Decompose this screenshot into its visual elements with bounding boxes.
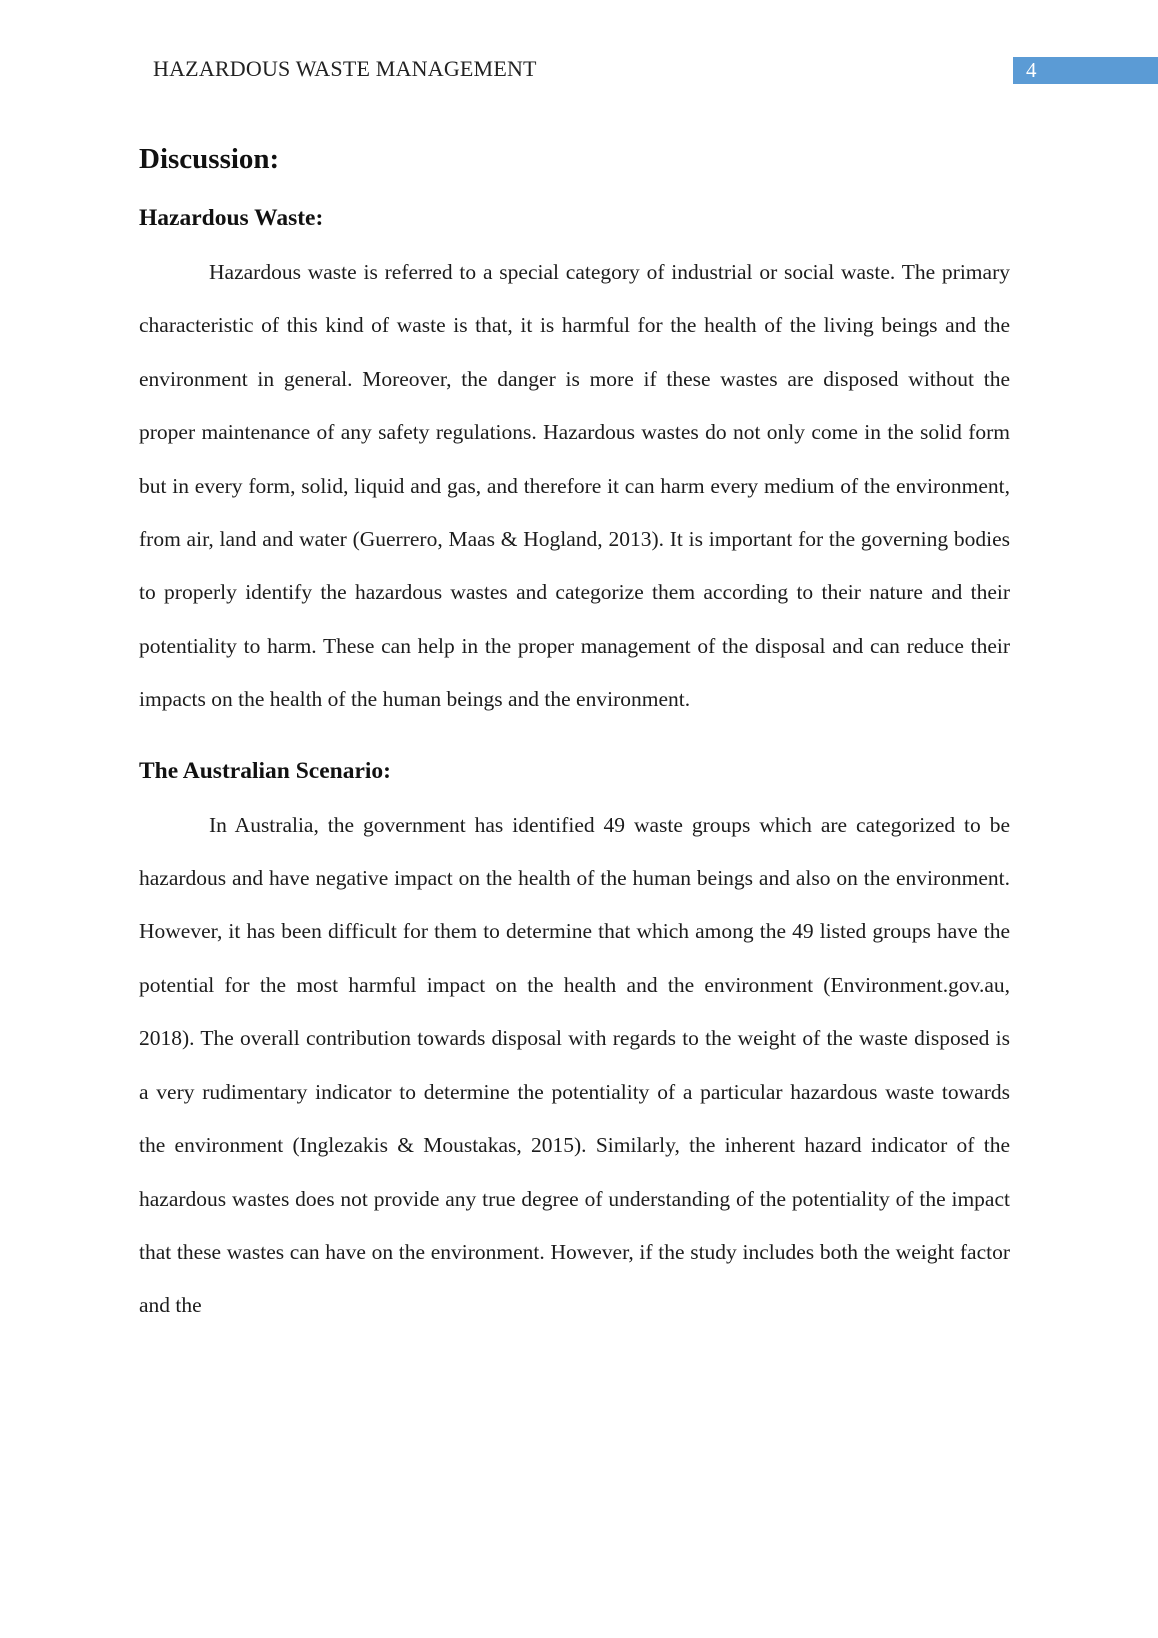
document-body	[139, 128, 1010, 1333]
subsection-title-hazardous-waste: Hazardous Waste:	[139, 205, 324, 231]
page-number-badge	[1013, 57, 1158, 84]
paragraph-australian-scenario: In Australia, the government has identified 49 waste groups which are categorized to be hazardous and have negative impact on the health of the human beings and also on the environment. However, it has been difficult for them to determine that which among the 49 listed groups have the potential for the most harmful impact on the health and the environment (Environment.gov.au, 2018). The overall contribution towards disposal with regards to the weight of the waste disposed is a very rudimentary indicator to determine the potentiality of a particular hazardous waste towards the environment (Inglezakis & Moustakas, 2015). Similarly, the inherent hazard indicator of the hazardous wastes does not provide any true degree of understanding of the potentiality of the impact that these wastes can have on the environment. However, if the study includes both the weight factor and the	[139, 812, 1010, 1318]
paragraph-spacer	[139, 727, 1010, 743]
section-title: Discussion:	[139, 143, 280, 175]
page-header	[0, 0, 1158, 110]
paragraph-hazardous-waste: Hazardous waste is referred to a special category of industrial or social waste. The primary characteristic of this kind of waste is that, it is harmful for the health of the living beings and the environment in general. Moreover, the danger is more if these wastes are disposed without the proper maintenance of any safety regulations. Hazardous wastes do not only come in the solid form but in every form, solid, liquid and gas, and therefore it can harm every medium of the environment, from air, land and water (Guerrero, Maas & Hogland, 2013). It is important for the governing bodies to properly identify the hazardous wastes and categorize them according to their nature and their potentiality to harm. These can help in the proper management of the disposal and can reduce their impacts on the health of the human beings and the environment.	[139, 260, 1010, 712]
subsection-title-australian-scenario: The Australian Scenario:	[139, 757, 391, 784]
page-number: 4	[1026, 58, 1037, 82]
running-head: HAZARDOUS WASTE MANAGEMENT	[153, 56, 537, 81]
